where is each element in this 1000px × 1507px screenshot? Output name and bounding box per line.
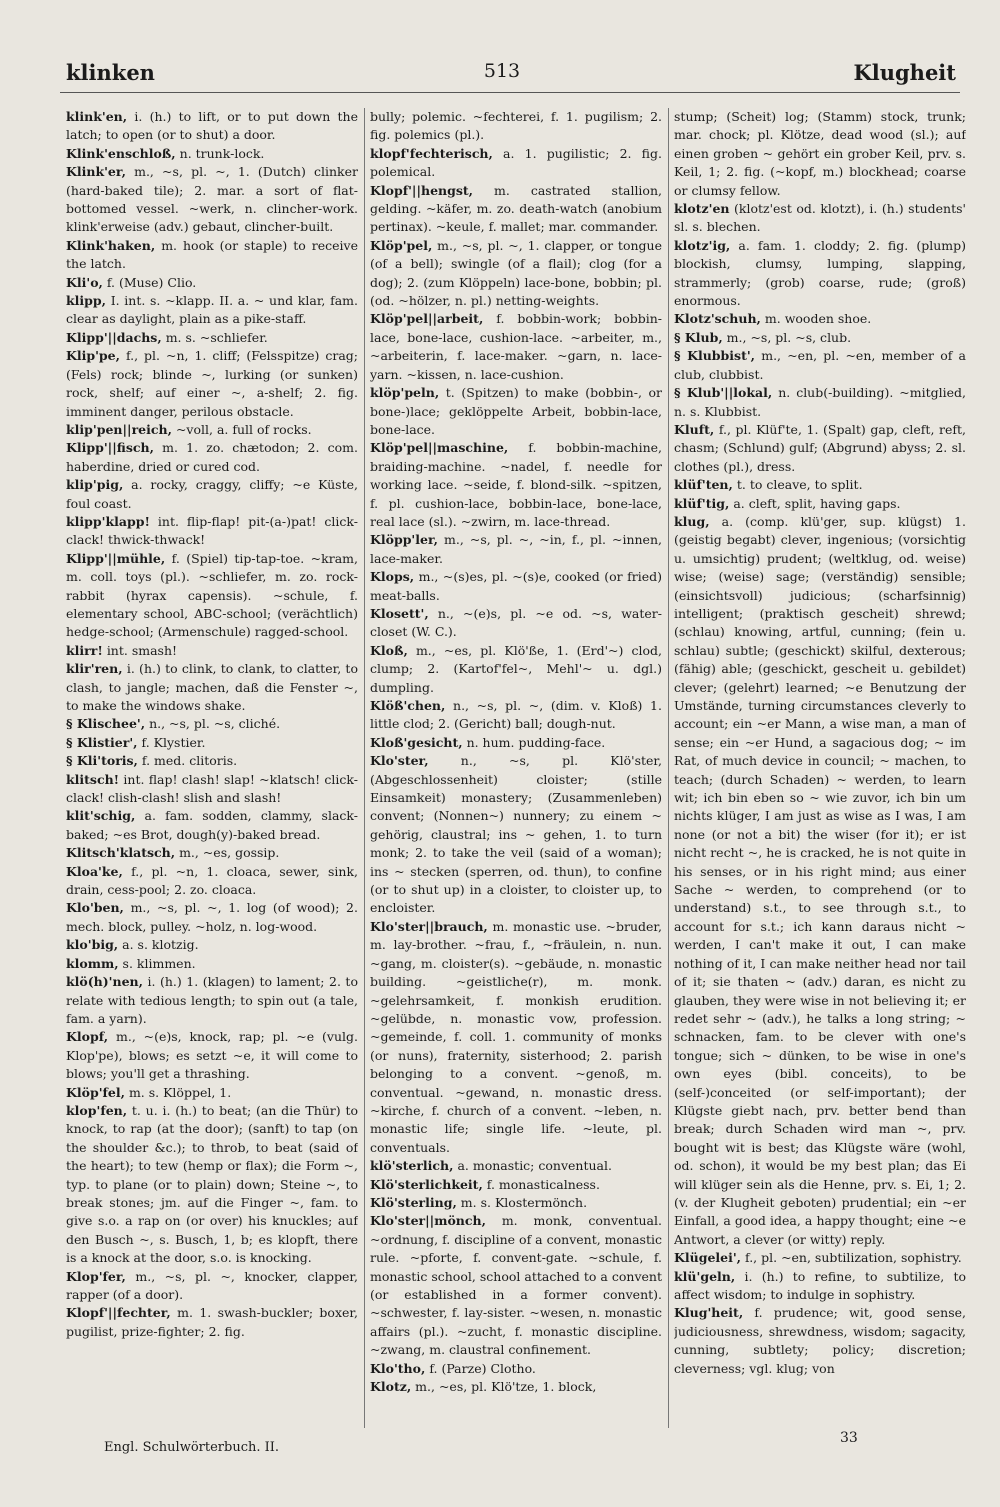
entry-headword: § Klub'||lokal, [674, 385, 773, 401]
dictionary-entry [370, 1176, 662, 1194]
dictionary-entry [370, 145, 662, 182]
entry-definition: a. monastic; conventual. [457, 1158, 612, 1174]
dictionary-entry [66, 899, 358, 936]
dictionary-entry [370, 310, 662, 384]
dictionary-entry [66, 955, 358, 973]
entry-definition: f. bobbin-machine, braiding-machine. ~nadel, f. needle for working lace. ~seide, f. blond-silk. ~spitzen, f. pl. cushion-lace, bobbin-lace, bone-lace, real lace (sl.). ~zwirn, m. lace-thread. [370, 440, 662, 529]
entry-definition: m., ~es, pl. Klö'tze, 1. block, [415, 1379, 597, 1395]
dictionary-entry [66, 513, 358, 550]
entry-headword: klopf'fechterisch, [370, 145, 493, 161]
entry-definition: m., ~es, gossip. [179, 845, 280, 861]
dictionary-entry [674, 200, 966, 237]
entry-definition: m., ~(e)s, knock, rap; pl. ~e (vulg. Klop'pe), blows; es setzt ~e, it will come to blows; you'll get a thrashing. [66, 1029, 358, 1082]
entry-definition: int. flap! clash! slap! ~klatsch! click-clack! clish-clash! slish and slash! [66, 771, 358, 806]
entry-definition: f. med. clitoris. [141, 753, 238, 769]
column-2 [370, 108, 662, 1438]
entry-definition: m. wooden shoe. [764, 311, 872, 327]
dictionary-entry [66, 844, 358, 862]
entry-headword: Klöp'fel, [66, 1084, 125, 1100]
entry-headword: Klopf, [66, 1029, 109, 1045]
entry-headword: Klöp'pel||arbeit, [370, 311, 484, 327]
entry-definition: m., ~s, pl. ~, ~in, f., pl. ~innen, lace-maker. [370, 532, 662, 566]
dictionary-entry [674, 1268, 966, 1305]
dictionary-entry [370, 108, 662, 145]
entry-headword: Klöp'pel, [370, 237, 433, 253]
entry-headword: klö(h)'nen, [66, 974, 143, 990]
entry-definition: f. Klystier. [141, 734, 206, 750]
entry-headword: Klotz, [370, 1379, 412, 1395]
entry-definition: f. (Parze) Clotho. [429, 1360, 536, 1376]
dictionary-entry [66, 752, 358, 770]
entry-headword: Klipp'||fisch, [66, 440, 154, 456]
entry-headword: klitsch! [66, 771, 120, 787]
entry-definition: f., pl. ~n, 1. cliff; (Felsspitze) crag; (Fels) rock; blinde ~, lurking (or sunken) rock, shelf; auf einer ~, a-shelf; 2. fig. imminent danger, perilous obstacle. [66, 348, 358, 419]
entry-headword: klö'sterlich, [370, 1158, 454, 1174]
entry-definition: a. fam. sodden, clammy, slack-baked; ~es Brot, dough(y)-baked bread. [66, 808, 358, 842]
entry-headword: klink'en, [66, 109, 128, 124]
entry-headword: Klo'ster||brauch, [370, 918, 488, 934]
dictionary-entry [66, 550, 358, 642]
dictionary-entry [66, 347, 358, 421]
entry-definition: m., ~s, pl. ~, 1. clapper, or tongue (of a bell); swingle (of a flail); clog (for a dog); 2. (zum Klöppeln) lace-bone, bobbin; pl. (od. ~hölzer, n. pl.) netting-weights. [370, 237, 662, 309]
dictionary-entry [674, 495, 966, 513]
entry-headword: Kloa'ke, [66, 863, 123, 879]
entry-definition: m. 1. swash-buckler; boxer, pugilist, prize-fighter; 2. fig. [66, 1305, 358, 1339]
entry-definition: m. s. Klostermönch. [460, 1194, 588, 1210]
entry-definition: a. rocky, craggy, cliffy; ~e Küste, foul coast. [66, 477, 358, 511]
dictionary-entry [370, 1212, 662, 1359]
entry-definition: f. monasticalness. [486, 1176, 600, 1192]
entry-definition: f. prudence; wit, good sense, judiciousness, shrewdness, wisdom; sagacity, cunning, subtlety; policy; discretion; cleverness; vgl. klug; von [674, 1305, 966, 1376]
dictionary-entry [66, 936, 358, 954]
entry-definition: m. castrated stallion, gelding. ~käfer, m. zo. death-watch (anobium pertinax). ~keule, f. mallet; mar. commander. [370, 182, 662, 235]
entry-definition: f. (Muse) Clio. [106, 274, 197, 290]
entry-definition: I. int. s. ~klapp. II. a. ~ und klar, fam. clear as daylight, plain as a pike-staff. [66, 293, 358, 327]
entry-headword: Klöp'pel||maschine, [370, 440, 509, 456]
entry-headword: Klo'tho, [370, 1360, 426, 1376]
entry-definition: n., ~s, pl. Klö'ster, (Abgeschlossenheit) cloister; (stille Einsamkeit) monastery; (Zusammenleben) convent; (Nonnen~) nunnery; zu einem ~ gehörig, claustral; ins ~ gehen, 1. to turn monk; 2. to take the veil (said of a woman); ins ~ stecken (sperren, od. thun), to confine (or to shut up) in a cloister, to cloister up, to encloister. [370, 753, 662, 916]
entry-headword: Klink'er, [66, 164, 126, 180]
dictionary-entry [66, 421, 358, 439]
entry-headword: Klopf'||hengst, [370, 182, 474, 198]
entry-headword: Klopf'||fechter, [66, 1305, 171, 1321]
entry-definition: a. s. klotzig. [122, 937, 199, 953]
entry-definition: m., ~s, pl. ~s, club. [726, 329, 852, 345]
entry-definition: i. (h.) to lift, or to put down the latch; to open (or to shut) a door. [66, 109, 358, 143]
entry-definition: n., ~s, pl. ~, (dim. v. Kloß) 1. little clod; 2. (Gericht) ball; dough-nut. [370, 698, 662, 732]
dictionary-entry [66, 329, 358, 347]
dictionary-entry [674, 329, 966, 347]
dictionary-entry [66, 145, 358, 163]
entry-definition: m. s. Klöppel, 1. [128, 1084, 232, 1100]
dictionary-entry [370, 568, 662, 605]
entry-headword: klipp, [66, 293, 106, 309]
dictionary-entry [66, 163, 358, 237]
entry-definition: m. s. ~schliefer. [165, 329, 268, 345]
entry-headword: Klo'ster||mönch, [370, 1213, 486, 1229]
dictionary-entry [370, 237, 662, 311]
entry-definition: m., ~(s)es, pl. ~(s)e, cooked (or fried) meat-balls. [370, 569, 662, 603]
entry-headword: Klitsch'klatsch, [66, 845, 176, 861]
entry-headword: Klink'enschloß, [66, 145, 176, 161]
entry-headword: Kli'o, [66, 274, 103, 290]
entry-definition: a. fam. 1. cloddy; 2. fig. (plump) blockish, clumsy, lumping, slapping, strammerly; (grob) coarse, rude; (groß) enormous. [674, 237, 966, 309]
page-number: 513 [483, 60, 521, 82]
entry-definition: ~voll, a. full of rocks. [175, 421, 312, 437]
dictionary-entry [370, 531, 662, 568]
column-3 [674, 108, 966, 1438]
dictionary-entry [66, 1084, 358, 1102]
dictionary-entry [66, 237, 358, 274]
dictionary-entry [370, 734, 662, 752]
signature-number: 33 [840, 1430, 858, 1446]
dictionary-entry [370, 605, 662, 642]
entry-definition: f., pl. ~en, subtilization, sophistry. [745, 1250, 962, 1266]
dictionary-entry [674, 476, 966, 494]
entry-definition: (klotz'est od. klotzt), i. (h.) students' sl. s. blechen. [674, 201, 966, 235]
entry-definition: m. monk, conventual. ~ordnung, f. discipline of a convent, monastic rule. ~pforte, f. convent-gate. ~schule, f. monastic school, school attached to a convent (or established in a former convent). ~schwester, f. lay-sister. ~wesen, n. monastic affairs (pl.). ~zucht, f. monastic discipline. ~zwang, m. claustral confinement. [370, 1213, 662, 1358]
dictionary-entry [66, 108, 358, 145]
header-left-word: klinken [66, 60, 155, 85]
entry-headword: Klip'pe, [66, 348, 120, 364]
entry-definition: f., pl. Klüf'te, 1. (Spalt) gap, cleft, reft, chasm; (Schlund) gulf; (Abgrund) abyss; 2. sl. clothes (pl.), dress. [674, 421, 966, 474]
entry-headword: klirr! [66, 642, 103, 658]
entry-headword: Kloß'gesicht, [370, 734, 463, 750]
dictionary-entry [66, 863, 358, 900]
header-right-word: Klugheit [853, 60, 956, 85]
dictionary-entry [66, 734, 358, 752]
entry-headword: § Klistier', [66, 734, 138, 750]
entry-headword: Klo'ster, [370, 753, 429, 769]
header-rule [60, 92, 960, 93]
entry-headword: Klö'sterling, [370, 1194, 457, 1210]
entry-definition: s. klimmen. [122, 955, 196, 971]
dictionary-entry [66, 274, 358, 292]
dictionary-entry [674, 237, 966, 311]
entry-headword: klüf'ten, [674, 477, 733, 493]
entry-headword: Klug'heit, [674, 1305, 744, 1321]
entry-headword: Klotz'schuh, [674, 311, 761, 327]
entry-headword: Klipp'||mühle, [66, 550, 166, 566]
entry-headword: klo'big, [66, 937, 119, 953]
entry-definition: a. (comp. klü'ger, sup. klügst) 1. (geistig begabt) clever, ingenious; (vorsichtig u. umsichtig) prudent; (weltklug, od. weise) wise; (weise) sage; (verständig) sensible; (einsichtsvoll) judicious; (scharfsinnig) intelligent; (praktisch gescheit) shrewd; (schlau) knowing, artful, cunning; (fein u. schlau) subtle; (geschickt) skilful, dexterous; (fähig) able; (geschickt, gescheit u. gebildet) clever; (gelehrt) learned; ~e Benutzung der Umstände, turning circumstances cleverly to account; ein ~er Mann, a wise man, a man of sense; ein ~er Hund, a sagacious dog; ~ im Rat, of much device in council; ~ machen, to teach; (durch Schaden) ~ werden, to learn wit; ich bin eben so ~ wie zuvor, ich bin um nichts klüger, I am just as wise as I was, I am none (or not a bit) the wiser (for it); er ist nicht recht ~, he is cracked, he is not quite in his senses, or in his right mind; aus einer Sache ~ werden, to comprehend (or to understand) s.t., to see through s.t., to account for s.t.; ich kann daraus nicht ~ werden, I can't make it out, I can make nothing of it, I can make neither head nor tail of it; sie thaten ~ (adv.) daran, es nicht zu glauben, they were wise in not believing it; er redet sehr ~ (adv.), he talks a long string; ~ schnacken, fam. to be clever with one's tongue; sich ~ dünken, to be wise in one's own eyes (bibl. conceits), to be (self-)conceited (or self-important); der Klügste giebt nach, prv. better bend than break; durch Schaden wird man ~, prv. bought wit is best; das Klügste wäre (wohl, od. schon), it would be my best plan; das Ei will klüger sein als die Henne, prv. s. Ei, 1; 2. (v. der Klugheit geboten) prudential; ein ~er Einfall, a good idea, a happy thought; eine ~e Antwort, a clever (or witty) reply. [674, 513, 966, 1247]
entry-headword: klüf'tig, [674, 495, 730, 511]
dictionary-entry [370, 439, 662, 531]
entry-definition: n. club(-building). ~mitglied, n. s. Klubbist. [674, 385, 966, 419]
entry-headword: § Klischee', [66, 716, 146, 732]
entry-definition: m., ~es, pl. Klö'ße, 1. (Erd'~) clod, clump; 2. (Kartof'fel~, Mehl'~ u. dgl.) dumpling. [370, 642, 662, 695]
dictionary-entry [66, 1028, 358, 1083]
dictionary-entry [370, 752, 662, 918]
dictionary-entry [674, 1304, 966, 1378]
entry-headword: klöp'peln, [370, 385, 440, 401]
dictionary-entry [66, 1102, 358, 1268]
entry-headword: § Kli'toris, [66, 753, 138, 769]
dictionary-entry [674, 513, 966, 1249]
dictionary-entry [66, 1304, 358, 1341]
entry-definition: m. 1. zo. chætodon; 2. com. haberdine, dried or cured cod. [66, 440, 358, 474]
footer-source: Engl. Schulwörterbuch. II. [104, 1440, 280, 1455]
dictionary-entry [66, 771, 358, 808]
entry-headword: klomm, [66, 955, 119, 971]
dictionary-entry [66, 973, 358, 1028]
dictionary-entry [66, 1268, 358, 1305]
entry-definition: t. (Spitzen) to make (bobbin-, or bone-)lace; geklöppelte Arbeit, bobbin-lace, bone-lace. [370, 385, 662, 437]
entry-headword: § Klubbist', [674, 348, 756, 364]
dictionary-entry [674, 421, 966, 476]
column-1 [66, 108, 358, 1438]
entry-headword: Klosett', [370, 605, 429, 621]
entry-headword: Klipp'||dachs, [66, 329, 162, 345]
entry-headword: klug, [674, 513, 710, 529]
entry-headword: Kluft, [674, 421, 715, 437]
dictionary-entry [370, 1157, 662, 1175]
entry-definition: i. (h.) to clink, to clank, to clatter, to clash, to jangle; machen, daß die Fenster ~, to make the windows shake. [66, 661, 358, 713]
entry-definition: stump; (Scheit) log; (Stamm) stock, trunk; mar. chock; pl. Klötze, dead wood (sl.); auf einen groben ~ gehört ein grober Keil, prv. s. Keil, 1; 2. fig. (~kopf, m.) blockhead; coarse or clumsy fellow. [674, 109, 966, 198]
dictionary-entry [370, 384, 662, 439]
entry-headword: Klops, [370, 569, 415, 585]
entry-definition: int. smash! [106, 642, 178, 658]
dictionary-entry [370, 1194, 662, 1212]
dictionary-entry [370, 182, 662, 237]
entry-definition: m. monastic use. ~bruder, m. lay-brother. ~frau, f., ~fräulein, n. nun. ~gang, m. cloister(s). ~gebäude, n. monastic building. ~geistliche(r), m. monk. ~gelehrsamkeit, f. monkish erudition. ~gelübde, n. monastic vow, profession. ~gemeinde, f. coll. 1. community of monks (or nuns), fraternity, sisterhood; 2. parish belonging to a convent. ~genoß, m. conventual. ~gewand, n. monastic dress. ~kirche, f. church of a convent. ~leben, n. monastic life; single life. ~leute, pl. conventuals. [370, 918, 662, 1155]
dictionary-entry [66, 715, 358, 733]
dictionary-entry [66, 660, 358, 715]
dictionary-entry [66, 807, 358, 844]
entry-headword: Klo'ben, [66, 900, 124, 916]
dictionary-entry [66, 642, 358, 660]
entry-headword: Klop'fer, [66, 1268, 126, 1284]
columns [66, 108, 966, 1438]
entry-headword: klir'ren, [66, 661, 123, 677]
dictionary-entry [370, 642, 662, 697]
dictionary-entry [674, 347, 966, 384]
entry-headword: klü'geln, [674, 1268, 736, 1284]
dictionary-entry [66, 439, 358, 476]
entry-headword: klotz'en [674, 201, 730, 217]
entry-headword: klip'pen||reich, [66, 421, 172, 437]
dictionary-entry [674, 384, 966, 421]
entry-headword: Klöpp'ler, [370, 532, 438, 548]
dictionary-entry [370, 918, 662, 1157]
entry-definition: m., ~s, pl. ~, knocker, clapper, rapper (of a door). [66, 1268, 358, 1302]
entry-definition: f., pl. ~n, 1. cloaca, sewer, sink, drain, cess-pool; 2. zo. cloaca. [66, 863, 358, 898]
dictionary-entry [66, 476, 358, 513]
dictionary-entry [370, 1360, 662, 1378]
entry-definition: n., ~s, pl. ~s, cliché. [149, 716, 281, 732]
dictionary-entry [674, 1249, 966, 1267]
entry-definition: m., ~s, pl. ~, 1. (Dutch) clinker (hard-baked tile); 2. mar. a sort of flat-bottomed vessel. ~werk, n. clincher-work. klink'erweise (adv.) gebaut, clincher-built. [66, 164, 358, 235]
entry-headword: klit'schig, [66, 808, 136, 824]
entry-definition: t. u. i. (h.) to beat; (an die Thür) to knock, to rap (at the door); (sanft) to tap (on the shoulder &c.); to throb, to beat (said of the heart); to tew (hemp or flax); die Form ~, typ. to plane (or to plain) down; Steine ~, to break stones; jm. auf die Finger ~, fam. to give s.o. a rap on (or over) his knuckles; auf den Busch ~, s. Busch, 1, b; es klopft, there is a knock at the door, s.o. is knocking. [66, 1102, 358, 1266]
dictionary-entry [66, 292, 358, 329]
dictionary-entry [674, 108, 966, 200]
entry-definition: t. to cleave, to split. [736, 477, 863, 493]
dictionary-entry [370, 697, 662, 734]
entry-definition: f. (Spiel) tip-tap-toe. ~kram, m. coll. toys (pl.). ~schliefer, m. zo. rock-rabbit (hyrax capensis). ~schule, f. elementary school, ABC-school; (verächtlich) hedge-school; (Armenschule) ragged-school. [66, 550, 358, 640]
entry-headword: klop'fen, [66, 1102, 128, 1118]
entry-definition: n. trunk-lock. [179, 145, 265, 161]
entry-headword: Kloß, [370, 642, 408, 658]
entry-definition: i. (h.) 1. (klagen) to lament; 2. to relate with tedious length; to spin out (a tale, fam. a yarn). [66, 974, 358, 1026]
entry-definition: int. flip-flap! pit-(a-)pat! click-clack! thwick-thwack! [66, 513, 358, 548]
entry-definition: m. hook (or staple) to receive the latch. [66, 237, 358, 272]
dictionary-entry [370, 1378, 662, 1396]
entry-definition: bully; polemic. ~fechterei, f. 1. pugilism; 2. fig. polemics (pl.). [370, 109, 662, 143]
entry-definition: a. 1. pugilistic; 2. fig. polemical. [370, 145, 662, 180]
entry-definition: a. cleft, split, having gaps. [733, 495, 901, 511]
entry-headword: Klügelei', [674, 1250, 742, 1266]
entry-headword: § Klub, [674, 329, 723, 345]
entry-definition: m., ~s, pl. ~, 1. log (of wood); 2. mech. block, pulley. ~holz, n. log-wood. [66, 900, 358, 934]
entry-headword: klotz'ig, [674, 237, 731, 253]
entry-headword: Klöß'chen, [370, 698, 446, 713]
dictionary-entry [674, 310, 966, 328]
entry-definition: i. (h.) to refine, to subtilize, to affect wisdom; to indulge in sophistry. [674, 1268, 966, 1302]
entry-definition: n. hum. pudding-face. [466, 734, 606, 750]
entry-headword: klipp'klapp! [66, 513, 150, 529]
entry-headword: Klö'sterlichkeit, [370, 1176, 483, 1192]
entry-definition: m., ~en, pl. ~en, member of a club, clubbist. [674, 348, 966, 382]
entry-definition: n., ~(e)s, pl. ~e od. ~s, water-closet (W. C.). [370, 605, 662, 640]
entry-definition: f. bobbin-work; bobbin-lace, bone-lace, cushion-lace. ~arbeiter, m., ~arbeiterin, f. lace-maker. ~garn, n. lace-yarn. ~kissen, n. lace-cushion. [370, 311, 662, 382]
entry-headword: klip'pig, [66, 477, 124, 493]
entry-headword: Klink'haken, [66, 237, 156, 253]
